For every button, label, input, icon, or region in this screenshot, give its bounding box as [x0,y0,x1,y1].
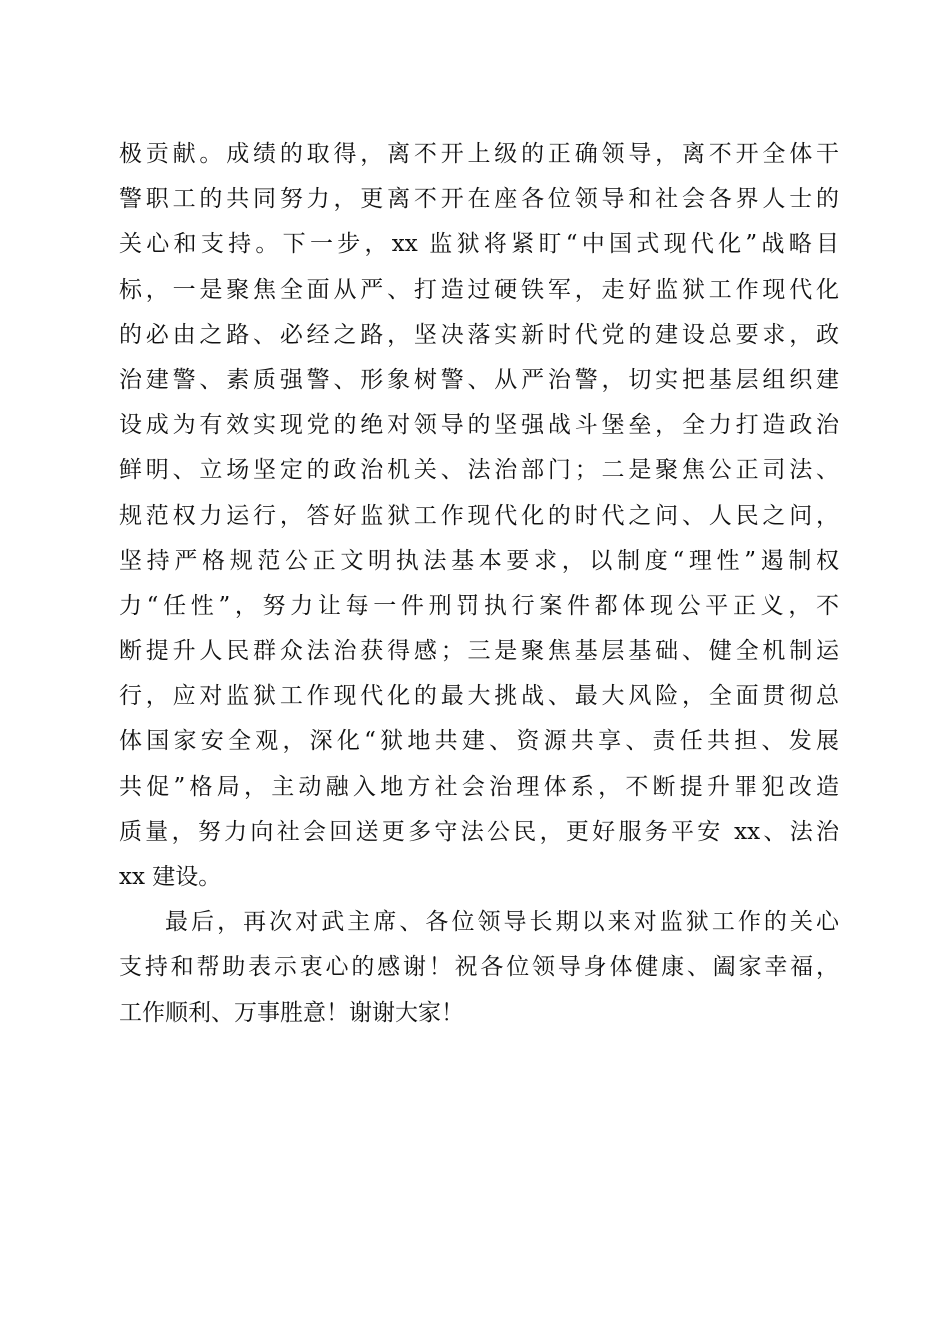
paragraph-line: 质量，努力向社会回送更多守法公民，更好服务平安 xx、法治 [119,818,839,845]
paragraph-line: 力“任性”，努力让每一件刑罚执行案件都体现公平正义，不 [119,592,839,619]
paragraph-line: 警职工的共同努力，更离不开在座各位领导和社会各界人士的 [119,186,839,213]
paragraph-line: xx 建设。 [119,864,222,890]
paragraph-line: 治建警、素质强警、形象树警、从严治警，切实把基层组织建 [119,366,839,393]
paragraph-line: 共促”格局，主动融入地方社会治理体系，不断提升罪犯改造 [119,773,839,800]
paragraph-line: 体国家安全观，深化“狱地共建、资源共享、责任共担、发展 [119,728,839,755]
paragraph-line: 工作顺利、万事胜意！谢谢大家！ [119,999,464,1026]
paragraph-line: 的必由之路、必经之路，坚决落实新时代党的建设总要求，政 [119,321,839,348]
paragraph-line: 支持和帮助表示衷心的感谢！祝各位领导身体健康、阖家幸福， [119,954,839,981]
document-body [119,132,839,1036]
paragraph-line: 标，一是聚焦全面从严、打造过硬铁军，走好监狱工作现代化 [119,276,839,303]
paragraph-2 [119,900,839,1036]
paragraph-line: 坚持严格规范公正文明执法基本要求，以制度“理性”遏制权 [119,547,839,574]
paragraph-line: 规范权力运行，答好监狱工作现代化的时代之问、人民之问， [119,502,839,529]
paragraph-1 [119,132,839,900]
paragraph-line: 行，应对监狱工作现代化的最大挑战、最大风险，全面贯彻总 [119,683,839,710]
paragraph-line: 最后，再次对武主席、各位领导长期以来对监狱工作的关心 [165,909,839,936]
paragraph-line: 鲜明、立场坚定的政治机关、法治部门；二是聚焦公正司法、 [119,457,839,484]
paragraph-line: 极贡献。成绩的取得，离不开上级的正确领导，离不开全体干 [119,141,839,167]
paragraph-line: 断提升人民群众法治获得感；三是聚焦基层基础、健全机制运 [119,638,839,665]
paragraph-line: 设成为有效实现党的绝对领导的坚强战斗堡垒，全力打造政治 [119,412,839,439]
paragraph-line: 关心和支持。下一步，xx 监狱将紧盯“中国式现代化”战略目 [119,231,839,258]
